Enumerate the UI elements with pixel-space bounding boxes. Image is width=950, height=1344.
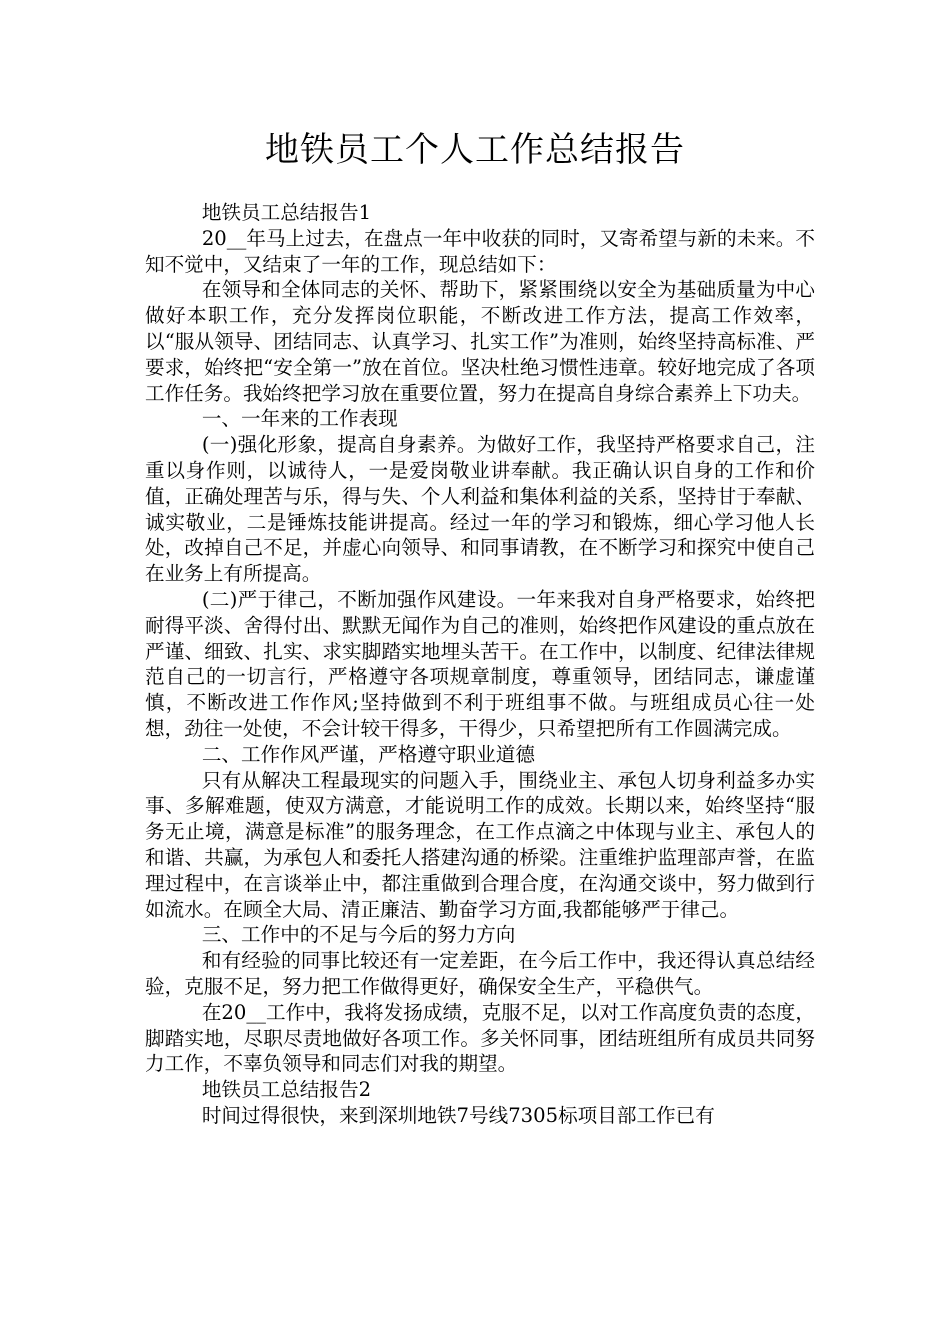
paragraph-image: (一)强化形象，提高自身素养。为做好工作，我坚持严格要求自己，注重以身作则，以诚待人，一是爱岗敬业讲奉献。我正确认识自身的工作和价值，正确处理苦与乐，得与失、个人利益和集体利益的关系，坚持甘于奉献、诚实敬业，二是锤炼技能讲提高。经过一年的学习和锻炼，细心学习他人长处，改掉自己不足，并虚心向领导、和同事请教，在不断学习和探究中使自己在业务上有所提高。 <box>145 433 815 586</box>
paragraph-outlook: 在20__工作中，我将发扬成绩，克服不足，以对工作高度负责的态度，脚踏实地，尽职尽责地做好各项工作。多关怀同事，团结班组所有成员共同努力工作，不辜负领导和同志们对我的期望。 <box>145 1000 815 1076</box>
section-heading-ethics: 二、工作作风严谨，严格遵守职业道德 <box>201 742 535 766</box>
paragraph-discipline: (二)严于律己，不断加强作风建设。一年来我对自身严格要求，始终把耐得平淡、舍得付出、默默无闻作为自己的准则，始终把作风建设的重点放在严谨、细致、扎实、求实脚踏实地埋头苦干。在工作中，以制度、纪律法律规范自己的一切言行，严格遵守各项规章制度，尊重领导，团结同志，谦虚谨慎，不断改进工作作风;坚持做到不利于班组事不做。与班组成员心往一处想，劲往一处使，不会计较干得多，干得少，只希望把所有工作圆满完成。 <box>145 587 815 740</box>
paragraph-shortcomings: 和有经验的同事比较还有一定差距，在今后工作中，我还得认真总结经验，克服不足，努力把工作做得更好，确保安全生产，平稳供气。 <box>145 949 815 998</box>
document-body <box>145 200 815 1129</box>
section-heading-report-2: 地铁员工总结报告2 <box>201 1078 372 1102</box>
section-heading-performance: 一、一年来的工作表现 <box>201 407 398 431</box>
paragraph-intro: 20__年马上过去，在盘点一年中收获的同时，又寄希望与新的未来。不知不觉中，又结束了一年的工作，现总结如下： <box>145 226 815 276</box>
paragraph-report-2-start: 时间过得很快，来到深圳地铁7号线7305标项目部工作已有 <box>201 1103 715 1127</box>
section-heading-shortcomings: 三、工作中的不足与今后的努力方向 <box>201 923 516 947</box>
section-heading-report-1: 地铁员工总结报告1 <box>201 201 372 224</box>
document-title: 地铁员工个人工作总结报告 <box>265 130 685 170</box>
paragraph-overview: 在领导和全体同志的关怀、帮助下，紧紧围绕以安全为基础质量为中心做好本职工作，充分发挥岗位职能，不断改进工作方法，提高工作效率，以“服从领导、团结同志、认真学习、扎实工作”为准则，始终坚持高标准、严要求，始终把“安全第一”放在首位。坚决杜绝习惯性违章。较好地完成了各项工作任务。我始终把学习放在重要位置，努力在提高自身综合素养上下功夫。 <box>145 278 815 405</box>
paragraph-service: 只有从解决工程最现实的问题入手，围绕业主、承包人切身利益多办实事、多解难题，使双方满意，才能说明工作的成效。长期以来，始终坚持“服务无止境，满意是标准”的服务理念，在工作点滴之中体现与业主、承包人的和谐、共赢，为承包人和委托人搭建沟通的桥梁。注重维护监理部声誉，在监理过程中，在言谈举止中，都注重做到合理合度，在沟通交谈中，努力做到行如流水。在顾全大局、清正廉洁、勤奋学习方面,我都能够严于律己。 <box>145 768 815 921</box>
